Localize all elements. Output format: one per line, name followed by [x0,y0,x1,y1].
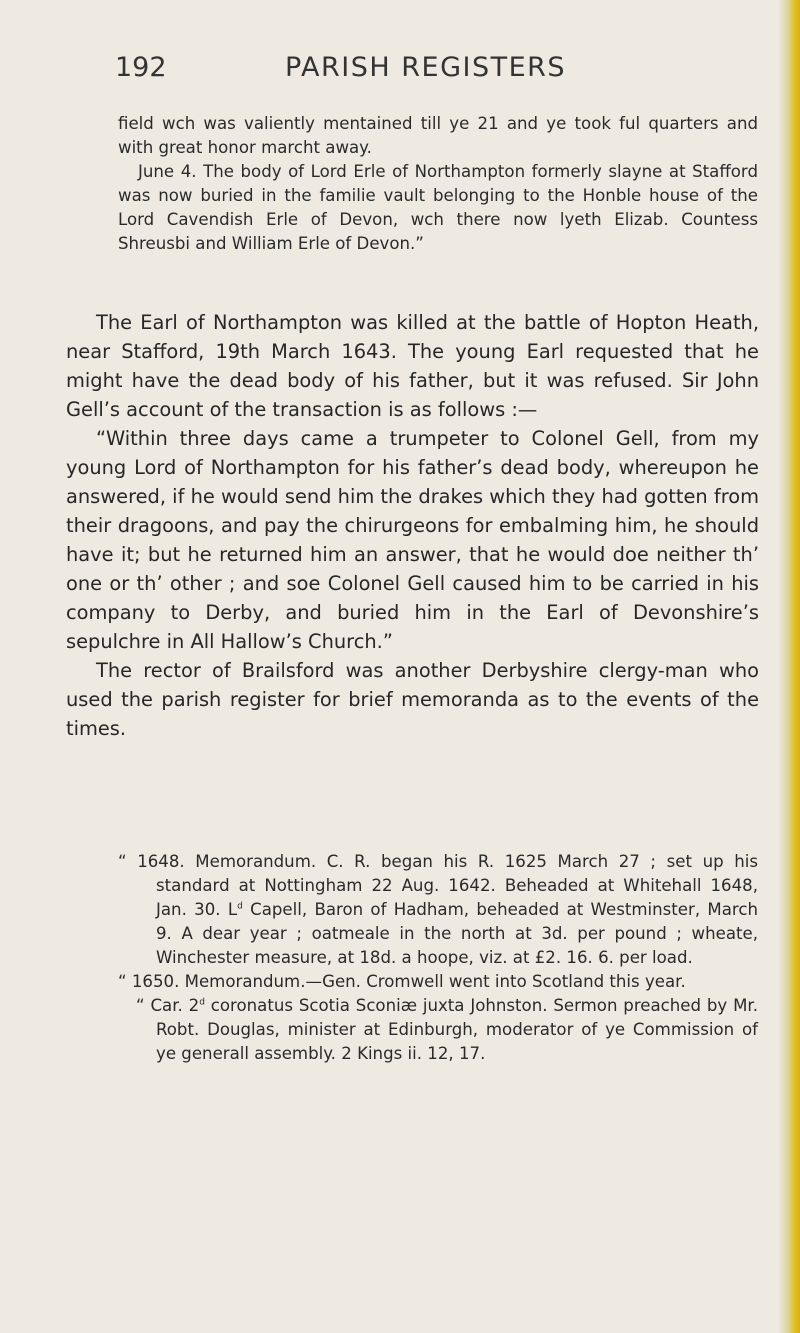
quote-paragraph: June 4. The body of Lord Erle of Northampton formerly slayne at Stafford was now buried in the familie vault belonging to the Honble house of the Lord Cavendish Erle of Devon, wch there now lyeth Elizab. Countess Shreusbi and William Erle of Devon.” [118,162,758,253]
memo-text: coronatus Scotia Sconiæ juxta Johnston. Sermon preached by Mr. Robt. Douglas, minister at Edinburgh, moderator of ye Commission of ye generall assembly. 2 Kings ii. 12, 17. [156,996,758,1063]
page-number: 192 [115,52,167,83]
quoted-passage-top [118,112,758,256]
memo-text: Capell, Baron of Hadham, beheaded at Westminster, March 9. A dear year ; oatmeale in the north at 3d. per pound ; wheate, Winchester measure, at 18d. a hoope, viz. at £2. 16. 6. per load. [156,900,758,967]
page-header [115,52,705,92]
memorandum-coronation [118,994,758,1066]
memo-text: “ Car. 2 [136,996,200,1015]
memorandum-1648 [118,850,758,970]
page-edge [778,0,800,1333]
body-paragraph: The Earl of Northampton was killed at the battle of Hopton Heath, near Stafford, 19th March 1643. The young Earl requested that he might have the dead body of his father, but it was refused. Sir John Gell’s account of the transaction is as follows :— [66,311,759,421]
body-paragraph: The rector of Brailsford was another Derbyshire clergy-man who used the parish register for brief memoranda as to the events of the times. [66,659,759,740]
superscript: d [237,901,243,912]
main-text [66,308,759,743]
gell-quote-paragraph: “Within three days came a trumpeter to Colonel Gell, from my young Lord of Northampton for his father’s dead body, whereupon he answered, if he would send him the drakes which they had gotten from their dragoons, and pay the chirurgeons for embalming him, he should have it; but he returned him an answer, that he would doe neither th’ one or th’ other ; and soe Colonel Gell caused him to be carried in his company to Derby, and buried him in the Earl of Devonshire’s sepulchre in All Hallow’s Church.” [66,427,759,653]
memo-text: “ 1648. Memorandum. C. R. began his R. 1625 March 27 ; set up his standard at Nottingham 22 Aug. 1642. Beheaded at Whitehall 1648, Jan. 30. L [118,852,758,919]
memoranda-block [118,850,758,1066]
running-title: PARISH REGISTERS [285,52,567,83]
memorandum-1650: “ 1650. Memorandum.—Gen. Cromwell went into Scotland this year. [118,972,686,991]
quote-line: field wch was valiently mentained till ye 21 and ye took ful quarters and with great honor marcht away. [118,114,758,157]
superscript: d [199,997,205,1008]
